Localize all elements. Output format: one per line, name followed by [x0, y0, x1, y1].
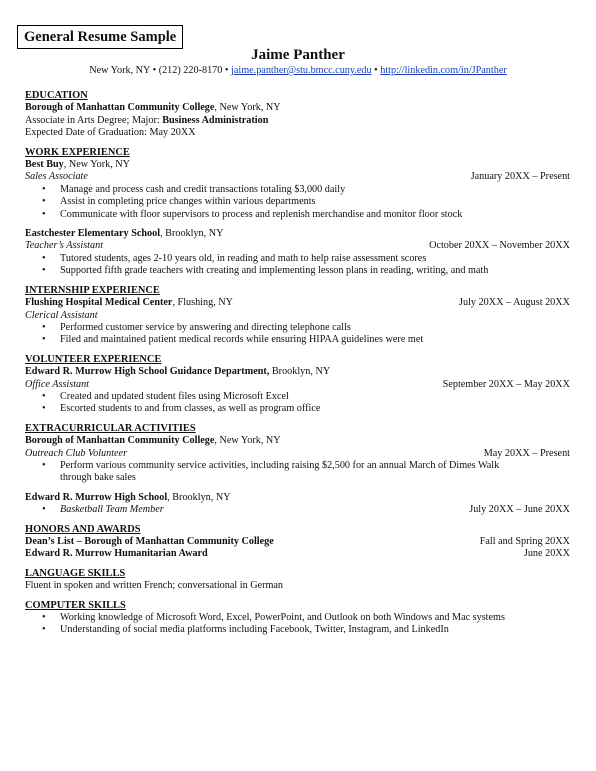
- section-heading: EXTRACURRICULAR ACTIVITIES: [25, 422, 196, 434]
- section-heading: HONORS AND AWARDS: [25, 523, 141, 535]
- major: Business Administration: [162, 114, 269, 126]
- contact-phone: (212) 220-8170: [158, 65, 223, 76]
- language-text: Fluent in spoken and written French; conversational in German: [25, 580, 284, 592]
- list-item: [25, 460, 570, 485]
- section-heading: EDUCATION: [25, 90, 88, 101]
- list-item: • Supported fifth grade teachers with creating and implementing lesson plans in reading, writing, and math: [25, 265, 570, 277]
- section-heading: COMPUTER SKILLS: [25, 599, 126, 611]
- employer-name: Flushing Hospital Medical Center: [25, 297, 173, 309]
- section-heading: LANGUAGE SKILLS: [25, 567, 126, 579]
- list-item: • Manage and process cash and credit transactions totaling $3,000 daily: [25, 184, 570, 196]
- list-item: • Assist in completing price changes within various departments: [25, 196, 570, 208]
- employer-location: , Brooklyn, NY: [160, 228, 224, 240]
- organization-name: Edward R. Murrow High School: [25, 491, 168, 503]
- contact-separator: •: [374, 65, 378, 76]
- activity-bullets: [25, 460, 570, 485]
- internship-section: [25, 285, 570, 347]
- list-item: • Communicate with floor supervisors to process and replenish merchandise and monitor floor stock: [25, 209, 570, 221]
- honor-name: Edward R. Murrow Humanitarian Award: [25, 548, 208, 560]
- job-bullets: [25, 184, 570, 221]
- activity-bullets: [25, 504, 469, 516]
- extracurricular-section: [25, 423, 570, 517]
- job-dates: October 20XX – November 20XX: [429, 240, 570, 252]
- language-section: [25, 568, 570, 593]
- computer-section: [25, 600, 570, 637]
- contact-separator: •: [152, 65, 157, 76]
- employer-name: Eastchester Elementary School: [25, 228, 161, 240]
- degree-label: Associate in Arts Degree; Major:: [25, 114, 163, 126]
- organization-location: , Brooklyn, NY: [167, 491, 231, 503]
- education-school: [25, 102, 570, 114]
- list-item: • Working knowledge of Microsoft Word, Excel, PowerPoint, and Outlook on both Windows and Mac systems: [25, 612, 570, 624]
- job-dates: September 20XX – May 20XX: [442, 378, 570, 390]
- job-dates: January 20XX – Present: [470, 171, 570, 183]
- education-section: [25, 90, 570, 140]
- employer-location: , New York, NY: [63, 159, 131, 171]
- honors-section: [25, 524, 570, 561]
- job-role: Sales Associate: [25, 171, 88, 183]
- list-item: • Filed and maintained patient medical records while ensuring HIPAA guidelines were met: [25, 334, 570, 346]
- bullet-text: Perform various community service activities, including raising $2,500 for an annual March of Dimes Walk: [60, 459, 500, 471]
- document-title-badge: General Resume Sample: [17, 25, 183, 49]
- activity-role: Outreach Club Volunteer: [25, 447, 128, 459]
- job-role: Teacher’s Assistant: [25, 240, 104, 252]
- job-bullets: [25, 253, 570, 278]
- graduation-date: Expected Date of Graduation: May 20XX: [25, 127, 196, 139]
- employer-name: Best Buy: [25, 159, 64, 171]
- section-heading: VOLUNTEER EXPERIENCE: [25, 353, 162, 365]
- linkedin-link[interactable]: http://linkedin.com/in/JPanther: [380, 65, 507, 76]
- education-degree: [25, 115, 570, 127]
- volunteer-section: [25, 354, 570, 416]
- activity-dates: July 20XX – June 20XX: [469, 504, 570, 516]
- applicant-name: Jaime Panther: [251, 47, 345, 63]
- school-name: Borough of Manhattan Community College: [25, 102, 215, 114]
- computer-bullets: [25, 612, 570, 637]
- list-item: • Escorted students to and from classes, as well as program office: [25, 403, 570, 415]
- employer-location: , Flushing, NY: [172, 297, 234, 309]
- list-item: • Performed customer service by answering and directing telephone calls: [25, 322, 570, 334]
- activity-dates: May 20XX – Present: [483, 447, 570, 459]
- organization-name: Borough of Manhattan Community College: [25, 435, 215, 447]
- job-role: Clerical Assistant: [25, 309, 98, 321]
- employer-location: Brooklyn, NY: [269, 366, 331, 378]
- contact-line: [0, 65, 596, 77]
- job-entry: [25, 159, 570, 221]
- email-link[interactable]: jaime.panther@stu.bmcc.cuny.edu: [231, 65, 372, 76]
- honor-date: Fall and Spring 20XX: [479, 536, 570, 547]
- list-item: • Created and updated student files using Microsoft Excel: [25, 391, 570, 403]
- contact-separator: •: [224, 65, 229, 76]
- section-heading: INTERNSHIP EXPERIENCE: [25, 284, 160, 296]
- job-bullets: [25, 391, 570, 416]
- job-dates: July 20XX – August 20XX: [459, 297, 570, 309]
- job-entry: [25, 228, 570, 278]
- job-bullets: [25, 322, 570, 347]
- honor-date: June 20XX: [523, 548, 570, 560]
- section-heading: WORK EXPERIENCE: [25, 146, 130, 158]
- contact-location: New York, NY: [89, 65, 151, 76]
- list-item: • Understanding of social media platforms including Facebook, Twitter, Instagram, and LinkedIn: [25, 624, 570, 636]
- honor-name: Dean’s List – Borough of Manhattan Community College: [25, 536, 274, 547]
- school-location: , New York, NY: [214, 102, 281, 114]
- list-item: • Basketball Team Member: [25, 504, 469, 516]
- job-role: Office Assistant: [25, 378, 90, 390]
- organization-location: , New York, NY: [214, 435, 281, 447]
- bullet-text-continued: through bake sales: [60, 472, 136, 484]
- resume-body: [25, 90, 570, 644]
- work-section: [25, 147, 570, 278]
- list-item: • Tutored students, ages 2-10 years old, in reading and math to help raise assessment scores: [25, 253, 570, 265]
- employer-name: Edward R. Murrow High School Guidance Department,: [25, 366, 270, 378]
